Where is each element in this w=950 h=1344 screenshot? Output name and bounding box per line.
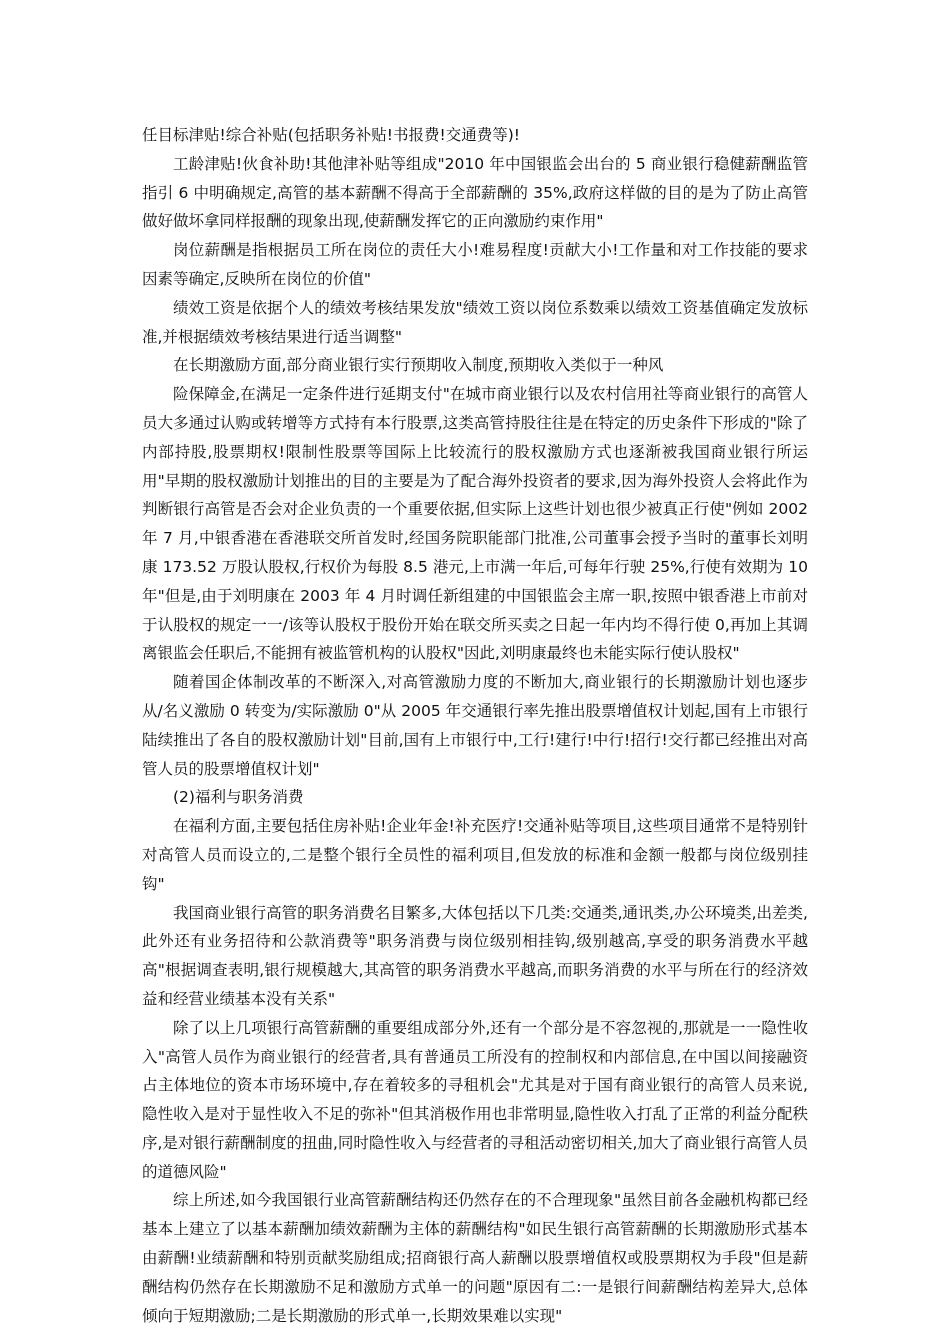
paragraph-welfare: 在福利方面,主要包括住房补贴!企业年金!补充医疗!交通补贴等项目,这些项目通常不是特别针对高管人员而设立的,二是整个银行全员性的福利项目,但发放的标准和金额一般都与岗位级别挂钩": [142, 817, 808, 893]
paragraph-soe-reform: 随着国企体制改革的不断深入,对高管激励力度的不断加大,商业银行的长期激励计划也逐步从/名义激励 0 转变为/实际激励 0"从 2005 年交通银行率先推出股票增值权计划起,国有上市银行陆续推出了各自的股权激励计划"目前,国有上市银行中,工行!建行!中行!招行!交行都已经推出对高管人员的股票增值权计划": [142, 673, 808, 778]
paragraph-performance-pay: 绩效工资是依据个人的绩效考核结果发放"绩效工资以岗位系数乘以绩效工资基值确定发放标准,并根据绩效考核结果进行适当调整": [142, 298, 808, 346]
section-heading-welfare: (2)福利与职务消费: [173, 788, 304, 807]
paragraph-hidden-income: 除了以上几项银行高管薪酬的重要组成部分外,还有一个部分是不容忽视的,那就是一一隐性收入"高管人员作为商业银行的经营者,具有普通员工所没有的控制权和内部信息,在中国以间接融资占主体地位的资本市场环境中,存在着较多的寻租机会"尤其是对于国有商业银行的高管人员来说,隐性收入是对于显性收入不足的弥补"但其消极作用也非常明显,隐性收入打乱了正常的利益分配秩序,是对银行薪酬制度的扭曲,同时隐性收入与经营者的寻租活动密切相关,加大了商业银行高管人员的道德风险": [142, 1018, 808, 1181]
paragraph-duty-consumption: 我国商业银行高管的职务消费名目繁多,大体包括以下几类:交通类,通讯类,办公环境类,出差类,此外还有业务招待和公款消费等"职务消费与岗位级别相挂钩,级别越高,享受的职务消费水平越高"根据调查表明,银行规模越大,其高管的职务消费水平越高,而职务消费的水平与所在行的经济效益和经营业绩基本没有关系": [142, 903, 808, 1008]
paragraph-long-term-incentive: 在长期激励方面,部分商业银行实行预期收入制度,预期收入类似于一种风: [173, 356, 664, 375]
paragraph-continuation: 任目标津贴!综合补贴(包括职务补贴!书报费!交通费等)!: [142, 126, 520, 144]
paragraph-seniority-allowance: 工龄津贴!伙食补助!其他津补贴等组成"2010 年中国银监会出台的 5 商业银行稳健薪酬监管指引 6 中明确规定,高管的基本薪酬不得高于全部薪酬的 35%,政府这样做的目的是为了防止高管做好做坏拿同样报酬的现象出现,使薪酬发挥它的正向激励约束作用": [142, 154, 808, 231]
paragraph-risk-deposit: 险保障金,在满足一定条件进行延期支付"在城市商业银行以及农村信用社等商业银行的高管人员大多通过认购或转增等方式持有本行股票,这类高管持股往往是在特定的历史条件下形成的"除了内部持股,股票期权!限制性股票等国际上比较流行的股权激励方式也逐渐被我国商业银行所运用"早期的股权激励计划推出的目的主要是为了配合海外投资者的要求,因为海外投资人会将此作为判断银行高管是否会对企业负责的一个重要依据,但实际上这些计划也很少被真正行使"例如 2002 年 7 月,中银香港在香港联交所首发时,经国务院职能部门批准,公司董事会授予当时的董事长刘明康 173.52 万股认股权,行权价为每股 8.5 港元,上市满一年后,可每年行驶 25%,行使有效期为 10 年"但是,由于刘明康在 2003 年 4 月时调任新组建的中国银监会主席一职,按照中银香港上市前对于认股权的规定一一/该等认股权于股份开始在联交所买卖之日起一年内均不得行使 0,再加上其调离银监会任职后,不能拥有被监管机构的认股权"因此,刘明康最终也未能实际行使认股权": [142, 385, 808, 663]
document-body: [142, 121, 808, 1330]
paragraph-summary: 综上所述,如今我国银行业高管薪酬结构还仍然存在的不合理现象"虽然目前各金融机构都已经基本上建立了以基本薪酬加绩效薪酬为主体的薪酬结构"如民生银行高管薪酬的长期激励形式基本由薪酬!业绩薪酬和特别贡献奖励组成;招商银行高人薪酬以股票增值权或股票期权为手段"但是薪酬结构仍然存在长期激励不足和激励方式单一的问题"原因有二:一是银行间薪酬结构差异大,总体倾向于短期激励;二是长期激励的形式单一,长期效果难以实现": [142, 1191, 808, 1325]
paragraph-position-pay: 岗位薪酬是指根据员工所在岗位的责任大小!难易程度!贡献大小!工作量和对工作技能的要求因素等确定,反映所在岗位的价值": [142, 241, 808, 288]
